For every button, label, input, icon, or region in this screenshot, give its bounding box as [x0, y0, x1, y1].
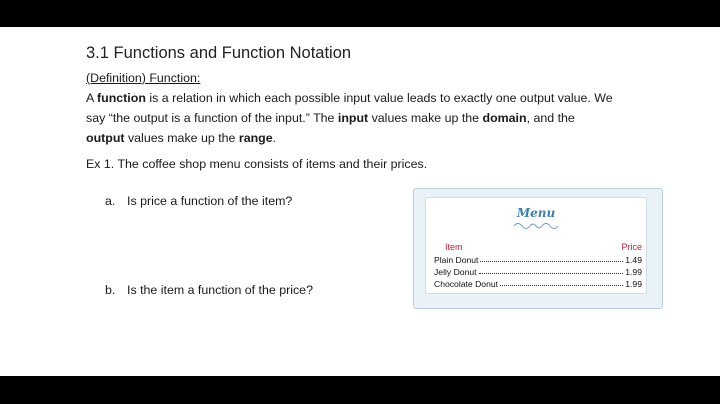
- menu-row: [434, 277, 642, 289]
- question-a: [105, 194, 292, 208]
- definition-line-1: A function is a relation in which each possible input value leads to exactly one output value. We: [86, 91, 613, 105]
- definition-text: [86, 88, 686, 148]
- definition-line-2: say “the output is a function of the input.” The input values make up the domain, and the: [86, 111, 575, 125]
- question-text: Is price a function of the item?: [127, 194, 293, 208]
- question-label: a.: [105, 194, 116, 208]
- definition-line-3: output values make up the range.: [86, 131, 277, 145]
- menu-item-header: Item: [445, 242, 463, 252]
- menu-item-name: Jelly Donut: [434, 267, 477, 277]
- example-text: Ex 1. The coffee shop menu consists of items and their prices.: [86, 157, 428, 171]
- menu-row: [434, 265, 642, 277]
- menu-item-price: 1.99: [625, 279, 642, 289]
- menu-row: [434, 253, 642, 265]
- menu-item-price: 1.49: [625, 255, 642, 265]
- menu-board: [425, 197, 647, 294]
- question-text: Is the item a function of the price?: [127, 283, 313, 297]
- slide: [0, 27, 720, 376]
- dot-leader: [480, 261, 623, 262]
- swirl-ornament-icon: [512, 221, 560, 231]
- dot-leader: [500, 285, 623, 286]
- dot-leader: [479, 273, 624, 274]
- menu-item-price: 1.99: [625, 267, 642, 277]
- menu-item-name: Chocolate Donut: [434, 279, 499, 289]
- question-label: b.: [105, 283, 116, 297]
- menu-image: [413, 188, 663, 309]
- menu-price-header: Price: [621, 242, 642, 252]
- menu-title: Menu: [516, 206, 556, 220]
- definition-label: (Definition) Function:: [86, 71, 201, 85]
- page-title: 3.1 Functions and Function Notation: [86, 44, 352, 62]
- question-b: [105, 283, 313, 297]
- menu-item-name: Plain Donut: [434, 255, 479, 265]
